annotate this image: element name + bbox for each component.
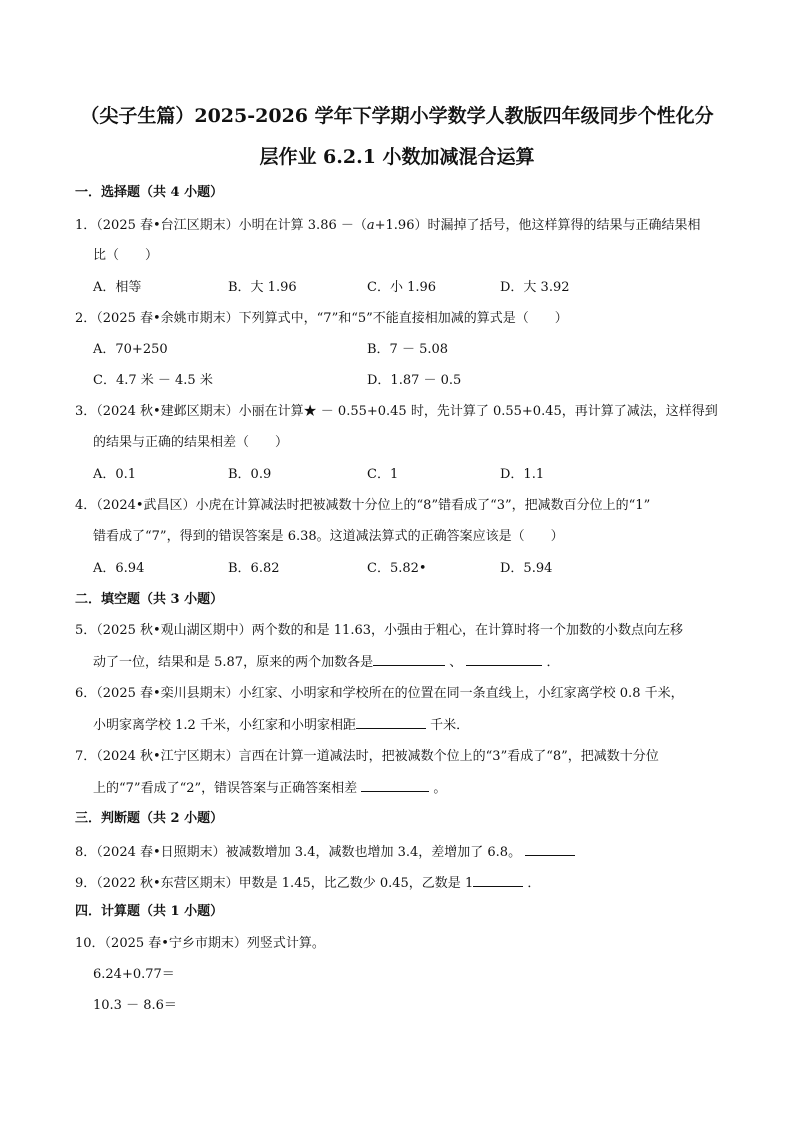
question-2-option-c[interactable]: C．4.7 米 － 4.5 米 [93, 373, 213, 388]
question-5-text-c: ． [546, 655, 560, 670]
answer-blank-6[interactable] [356, 716, 426, 729]
question-1-option-d[interactable]: D．大 3.92 [500, 280, 570, 295]
question-1-variable: a [366, 218, 375, 233]
section-heading-fill-in: 二．填空题（共 3 小题） [75, 592, 224, 607]
question-10-line-1: 10．（2025 春•宁乡市期末）列竖式计算。 [75, 936, 325, 951]
question-5-text-a: 动了一位，结果和是 5.87，原来的两个加数各是 [93, 655, 374, 670]
question-3-option-c[interactable]: C．1 [367, 467, 399, 482]
question-3-option-d[interactable]: D．1.1 [500, 467, 545, 482]
question-5-line-1: 5．（2025 秋•观山湖区期中）两个数的和是 11.63，小强由于粗心，在计算时将一个加数的小数点向左移 [75, 623, 684, 638]
question-6-text-a: 小明家离学校 1.2 千米，小红家和小明家相距 [93, 718, 356, 733]
answer-blank-5b[interactable] [466, 653, 542, 666]
question-3-line-1: 3．（2024 秋•建邺区期末）小丽在计算★ － 0.55+0.45 时，先计算了 0.55+0.45，再计算了减法，这样得到 [75, 404, 718, 419]
section-heading-choice: 一．选择题（共 4 小题） [75, 185, 224, 200]
question-9-text-b: ． [527, 876, 541, 891]
question-1-text-b: +1.96）时漏掉了括号，他这样算得的结果与正确结果相 [374, 218, 701, 233]
question-7-text-a: 上的“7”看成了“2”，错误答案与正确答案相差 [93, 781, 358, 796]
section-heading-true-false: 三．判断题（共 2 小题） [75, 811, 224, 826]
question-1-option-b[interactable]: B．大 1.96 [228, 280, 297, 295]
question-8-text: 8．（2024 春•日照期末）被减数增加 3.4，减数也增加 3.4，差增加了 6.8。 [75, 845, 522, 860]
section-heading-calculation: 四．计算题（共 1 小题） [75, 904, 224, 919]
answer-blank-8[interactable] [525, 843, 575, 856]
question-4-option-b[interactable]: B．6.82 [228, 561, 280, 576]
question-4-line-1: 4．（2024•武昌区）小虎在计算减法时把被减数十分位上的“8”错看成了“3”，把减数百分位上的“1” [75, 498, 651, 513]
question-4-option-c[interactable]: C．5.82• [367, 561, 427, 576]
question-2-option-a[interactable]: A．70+250 [93, 342, 168, 357]
title-line-2: 层作业 6.2.1 小数加减混合运算 [259, 146, 535, 168]
question-6-text-b: 千米． [430, 718, 470, 733]
question-10-expression-2: 10.3 － 8.6＝ [93, 998, 177, 1013]
title-line-1: （尖子生篇）2025-2026 学年下学期小学数学人教版四年级同步个性化分 [80, 105, 714, 127]
question-5-line-2 [93, 653, 743, 672]
question-10-expression-1: 6.24+0.77＝ [93, 967, 175, 982]
question-7-line-2 [93, 779, 743, 798]
question-1-text-a: 1．（2025 春•台江区期末）小明在计算 3.86 －（ [75, 218, 367, 233]
question-4-option-d[interactable]: D．5.94 [500, 561, 553, 576]
question-6-line-1: 6．（2025 春•栾川县期末）小红家、小明家和学校所在的位置在同一条直线上，小红家离学校 0.8 千米， [75, 686, 684, 701]
question-2-option-d[interactable]: D．1.87 － 0.5 [367, 373, 462, 388]
question-3-option-a[interactable]: A．0.1 [93, 467, 137, 482]
question-1-option-c[interactable]: C．小 1.96 [367, 280, 437, 295]
question-3-option-b[interactable]: B．0.9 [228, 467, 272, 482]
question-4-option-a[interactable]: A．6.94 [93, 561, 145, 576]
question-1-line-1 [75, 217, 735, 235]
question-4-line-2: 错看成了“7”，得到的错误答案是 6.38。这道减法算式的正确答案应该是（ ） [93, 529, 564, 544]
question-2-line-1: 2．（2025 春•余姚市期末）下列算式中，“7”和“5”不能直接相加减的算式是（ ） [75, 311, 568, 326]
question-8-line-1 [75, 843, 735, 862]
question-9-text-a: 9．（2022 秋•东营区期末）甲数是 1.45，比乙数少 0.45，乙数是 1 [75, 876, 474, 891]
answer-blank-7[interactable] [361, 779, 429, 792]
question-1-line-2: 比（ ） [93, 248, 159, 263]
question-3-line-2: 的结果与正确的结果相差（ ） [93, 435, 289, 450]
question-7-line-1: 7．（2024 秋•江宁区期末）言西在计算一道减法时，把被减数个位上的“3”看成了“8”，把减数十分位 [75, 749, 659, 764]
question-7-text-b: 。 [433, 781, 447, 796]
question-2-option-b[interactable]: B．7 － 5.08 [367, 342, 449, 357]
answer-blank-9[interactable] [473, 874, 523, 887]
answer-blank-5a[interactable] [373, 653, 445, 666]
question-5-text-b: 、 [449, 655, 463, 670]
question-1-option-a[interactable]: A．相等 [93, 280, 142, 295]
question-9-line-1 [75, 874, 735, 893]
question-6-line-2 [93, 716, 743, 735]
